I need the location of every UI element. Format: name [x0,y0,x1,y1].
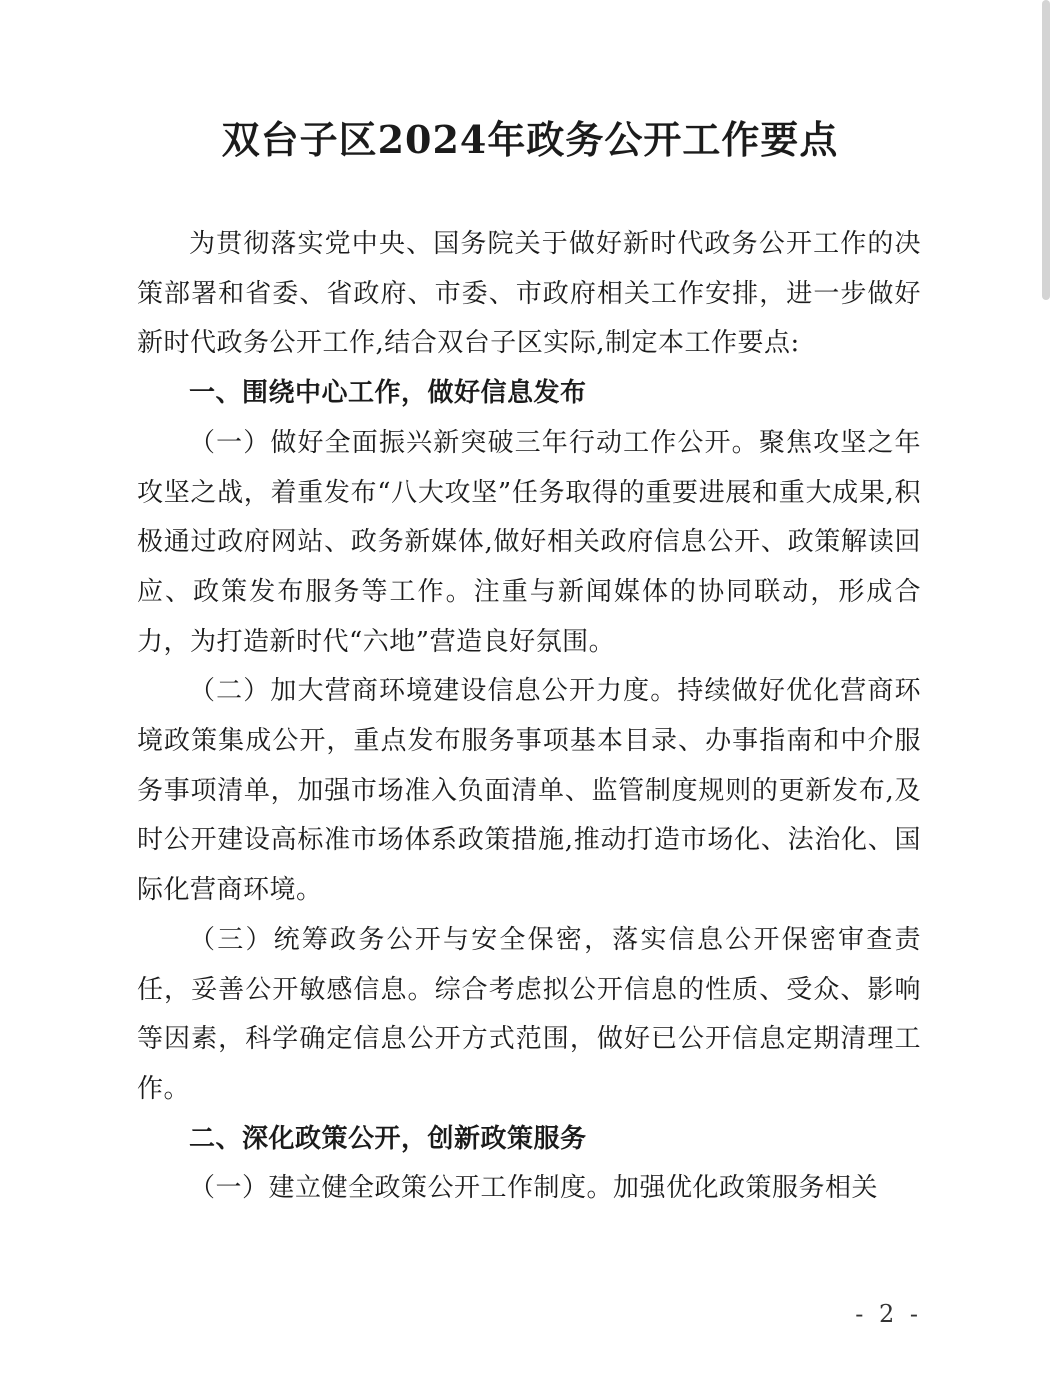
section-2-item-1: （一）建立健全政策公开工作制度。加强优化政策服务相关 [189,1173,879,1204]
intro-paragraph: 为贯彻落实党中央、国务院关于做好新时代政务公开工作的决策部署和省委、省政府、市委、市政府相关工作安排，进一步做好新时代政务公开工作,结合双台子区实际,制定本工作要点: [137,229,921,359]
section-1-item-2: （二）加大营商环境建设信息公开力度。持续做好优化营商环境政策集成公开，重点发布服务事项基本目录、办事指南和中介服务事项清单，加强市场准入负面清单、监管制度规则的更新发布,及时公开建设高标准市场体系政策措施,推动打造市场化、法治化、国际化营商环境。 [137,676,921,906]
section-1-item-1: （一）做好全面振兴新突破三年行动工作公开。聚焦攻坚之年攻坚之战，着重发布“八大攻坚”任务取得的重要进展和重大成果,积极通过政府网站、政务新媒体,做好相关政府信息公开、政策解读回应、政策发布服务等工作。注重与新闻媒体的协同联动，形成合力，为打造新时代“六地”营造良好氛围。 [137,427,921,657]
document-title: 双台子区2024年政务公开工作要点 [221,117,839,162]
section-1-item-3: （三）统筹政务公开与安全保密，落实信息公开保密审查责任，妥善公开敏感信息。综合考虑拟公开信息的性质、受众、影响等因素，科学确定信息公开方式范围，做好已公开信息定期清理工作。 [137,924,921,1104]
page-number: - 2 - [855,1300,922,1328]
document-body [137,220,921,1214]
section-heading-2: 二、深化政策公开，创新政策服务 [189,1123,587,1154]
vertical-scrollbar[interactable] [1042,0,1050,300]
section-heading-1: 一、围绕中心工作，做好信息发布 [189,378,587,409]
